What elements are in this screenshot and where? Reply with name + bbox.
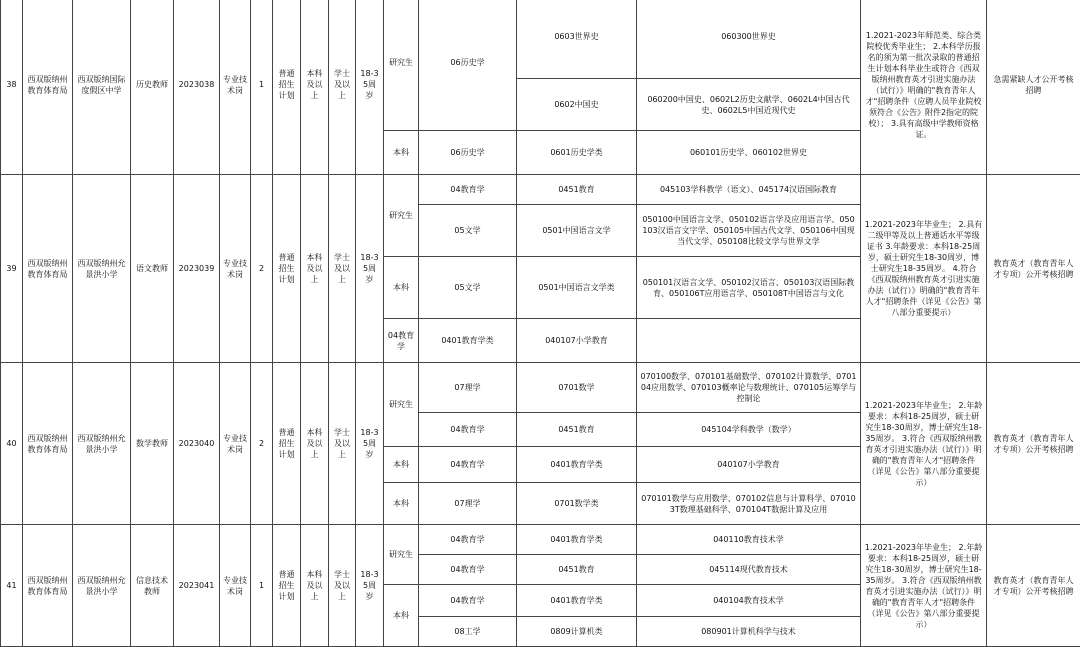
recruit-form-cell: 教育英才（教育青年人才专项）公开考核招聘 [987,175,1080,363]
level-cell: 本科 [384,585,419,647]
method-cell: 普通招生计划 [273,363,301,525]
major-category-cell: 04教育学 [419,413,517,447]
count-cell: 2 [251,363,273,525]
first-major-cell: 0401教育学类 [517,585,637,617]
second-major-cell: 070101数学与应用数学、070102信息与计算科学、070103T数理基础科学、070104T数据计算及应用 [637,483,861,525]
level-cell: 本科 [384,483,419,525]
dept-cell: 西双版纳州教育体育局 [23,525,73,647]
first-major-cell: 0401教育学类 [517,525,637,555]
major-category-cell: 06历史学 [419,0,517,131]
education-cell: 本科及以上 [301,363,329,525]
degree-cell: 学士及以上 [329,363,356,525]
second-major-cell: 045104学科教学（数学） [637,413,861,447]
method-cell: 普通招生计划 [273,525,301,647]
count-cell: 1 [251,0,273,175]
major-category-cell: 04教育学 [419,175,517,205]
second-major-cell: 040107小学教育 [637,447,861,483]
requirements-cell: 1.2021-2023年毕业生； 2.年龄要求：本科18-25周岁，硕士研究生18-30周岁，博士研究生18-35周岁。 3.符合《西双版纳州教育英才引进实施办法（试行）》明确的"教育青年人才"招聘条件（详见《公告》第八部分重要提示） [861,363,987,525]
second-major-cell: 040107小学教育 [517,319,637,363]
dept-cell: 西双版纳州教育体育局 [23,175,73,363]
table-row [1,0,1080,79]
position-cell: 信息技术教师 [131,525,174,647]
category-cell: 专业技术岗 [220,0,251,175]
code-cell: 2023039 [174,175,220,363]
second-major-cell: 040110教育技术学 [637,525,861,555]
dept-cell: 西双版纳州教育体育局 [23,363,73,525]
second-major-cell: 045114现代教育技术 [637,555,861,585]
position-cell: 数学教师 [131,363,174,525]
unit-cell: 西双版纳州允景洪小学 [73,525,131,647]
recruit-form-cell: 教育英才（教育青年人才专项）公开考核招聘 [987,525,1080,647]
second-major-cell: 080901计算机科学与技术 [637,617,861,647]
requirements-cell: 1.2021-2023年师范类、综合类院校优秀毕业生； 2.本科学历报名的须为第一批次录取的普通招生计划本科毕业生或符合《西双版纳州教育英才引进实施办法（试行）》明确的"教育青年人才"招聘条件（应聘人员毕业院校须符合《公告》附件2指定的院校）； 3.具有高级中学教师资格证。 [861,0,987,175]
first-major-cell: 0451教育 [517,175,637,205]
first-major-cell: 0501中国语言文学类 [517,257,637,319]
category-cell: 专业技术岗 [220,363,251,525]
first-major-cell: 0602中国史 [517,79,637,131]
category-cell: 专业技术岗 [220,525,251,647]
level-cell: 本科 [384,131,419,175]
degree-cell: 学士及以上 [329,0,356,175]
major-category-cell: 05文学 [419,205,517,257]
method-cell: 普通招生计划 [273,175,301,363]
second-major-cell: 045103学科教学（语文）、045174汉语国际教育 [637,175,861,205]
first-major-cell: 0701数学类 [517,483,637,525]
row-number: 41 [1,525,23,647]
age-cell: 18-35周岁 [356,363,384,525]
count-cell: 1 [251,525,273,647]
row-number: 39 [1,175,23,363]
unit-cell: 西双版纳州允景洪小学 [73,363,131,525]
major-category-cell: 04教育学 [419,585,517,617]
first-major-cell: 0451教育 [517,413,637,447]
level-cell: 本科 [384,257,419,319]
major-category-cell: 08工学 [419,617,517,647]
second-major-cell: 070100数学、070101基础数学、070102计算数学、070104应用数学、070103概率论与数理统计、070105运筹学与控制论 [637,363,861,413]
degree-cell: 学士及以上 [329,175,356,363]
dept-cell: 西双版纳州教育体育局 [23,0,73,175]
major-category-cell: 04教育学 [419,447,517,483]
first-major-cell: 0501中国语言文学 [517,205,637,257]
major-category-cell: 07理学 [419,483,517,525]
level-cell: 研究生 [384,363,419,447]
row-number: 40 [1,363,23,525]
requirements-cell: 1.2021-2023年毕业生； 2.具有二级甲等及以上普通话水平等级证书 3.年龄要求：本科18-25周岁，硕士研究生18-30周岁，博士研究生18-35周岁。 4.符合《西双版纳州教育英才引进实施办法（试行）》明确的"教育青年人才"招聘条件（详见《公告》第八部分重要提示） [861,175,987,363]
education-cell: 本科及以上 [301,525,329,647]
age-cell: 18-35周岁 [356,525,384,647]
second-major-cell: 050100中国语言文学、050102语言学及应用语言学、050103汉语言文字学、050105中国古代文学、050106中国现当代文学、050108比较文学与世界文学 [637,205,861,257]
position-cell: 语文教师 [131,175,174,363]
first-major-cell: 0809计算机类 [517,617,637,647]
code-cell: 2023040 [174,363,220,525]
table-row [1,363,1080,413]
requirements-cell: 1.2021-2023年毕业生； 2.年龄要求：本科18-25周岁，硕士研究生18-30周岁，博士研究生18-35周岁。 3.符合《西双版纳州教育英才引进实施办法（试行）》明确的"教育青年人才"招聘条件（详见《公告》第八部分重要提示） [861,525,987,647]
degree-cell: 学士及以上 [329,525,356,647]
age-cell: 18-35周岁 [356,0,384,175]
second-major-cell: 060300世界史 [637,0,861,79]
table-row [1,525,1080,555]
level-cell: 本科 [384,447,419,483]
recruit-form-cell: 急需紧缺人才公开考核招聘 [987,0,1080,175]
recruit-form-cell: 教育英才（教育青年人才专项）公开考核招聘 [987,363,1080,525]
first-major-cell: 0401教育学类 [517,447,637,483]
major-category-cell: 07理学 [419,363,517,413]
education-cell: 本科及以上 [301,0,329,175]
major-category-cell: 04教育学 [419,525,517,555]
second-major-cell: 040104教育技术学 [637,585,861,617]
second-major-cell: 050101汉语言文学、050102汉语言、050103汉语国际教育、050106T应用语言学、050108T中国语言与文化 [637,257,861,319]
first-major-cell: 0701数学 [517,363,637,413]
table-row [1,175,1080,205]
code-cell: 2023041 [174,525,220,647]
age-cell: 18-35周岁 [356,175,384,363]
category-cell: 专业技术岗 [220,175,251,363]
major-category-cell: 04教育学 [384,319,419,363]
unit-cell: 西双版纳州允景洪小学 [73,175,131,363]
count-cell: 2 [251,175,273,363]
major-category-cell: 06历史学 [419,131,517,175]
level-cell: 研究生 [384,0,419,131]
unit-cell: 西双版纳国际度假区中学 [73,0,131,175]
code-cell: 2023038 [174,0,220,175]
first-major-cell: 0601历史学类 [517,131,637,175]
second-major-cell: 060200中国史、0602L2历史文献学、0602L4中国古代史、0602L5中国近现代史 [637,79,861,131]
second-major-cell: 060101历史学、060102世界史 [637,131,861,175]
method-cell: 普通招生计划 [273,0,301,175]
education-cell: 本科及以上 [301,175,329,363]
first-major-cell: 0603世界史 [517,0,637,79]
level-cell: 研究生 [384,525,419,585]
level-cell: 研究生 [384,175,419,257]
first-major-cell: 0401教育学类 [419,319,517,363]
position-cell: 历史教师 [131,0,174,175]
major-category-cell: 04教育学 [419,555,517,585]
first-major-cell: 0451教育 [517,555,637,585]
major-category-cell: 05文学 [419,257,517,319]
row-number: 38 [1,0,23,175]
